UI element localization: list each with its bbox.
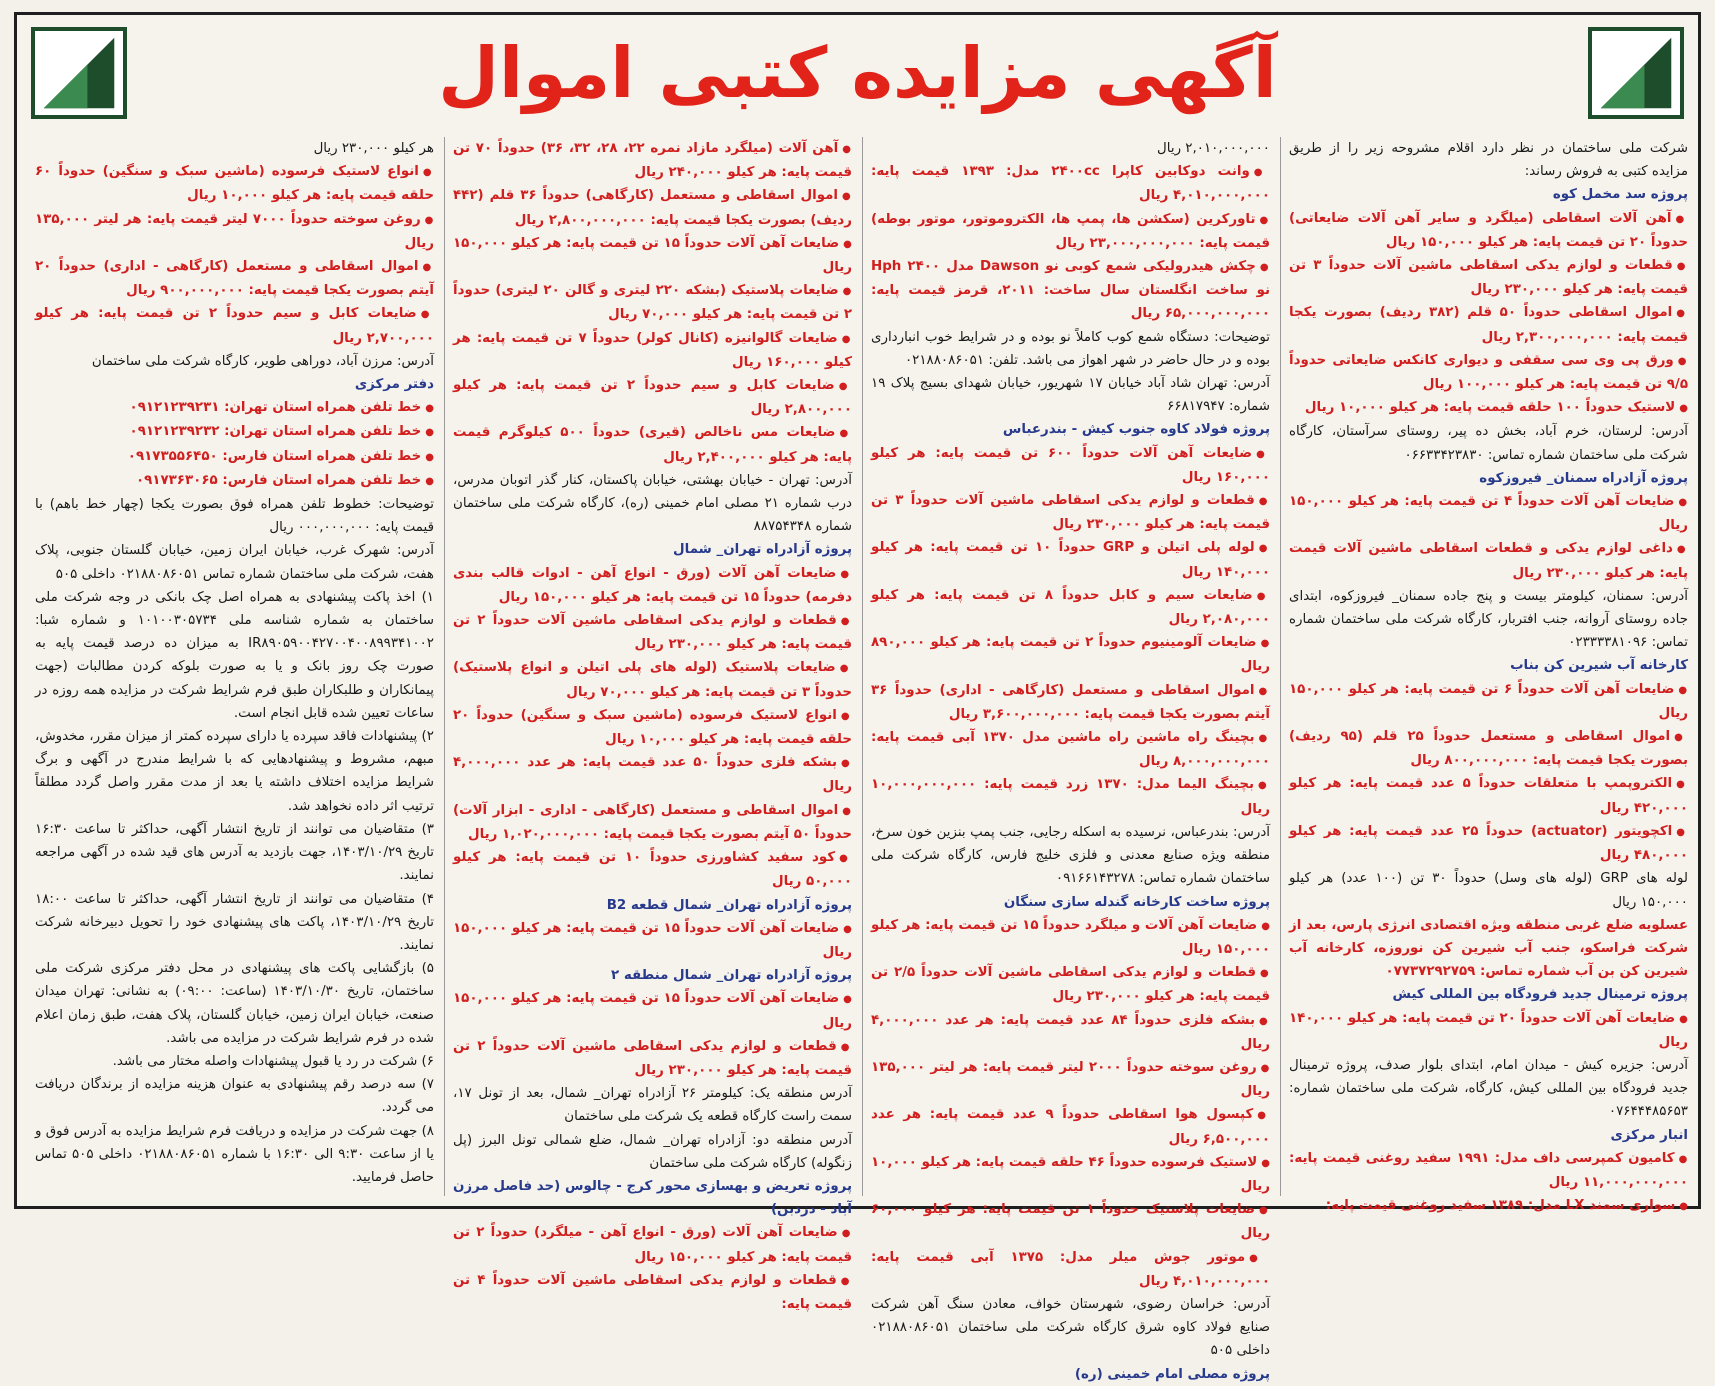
project-heading: انبار مرکزی	[1610, 1127, 1688, 1143]
auction-item: ● ضایعات آهن آلات (ورق - انواع آهن - ادوات قالب بندی دفرمه) حدوداً ۱۵ تن قیمت پایه: هر کیلو ۱۵۰,۰۰۰ ریال	[453, 562, 852, 609]
auction-item: ● کپسول هوا اسقاطی حدوداً ۹ عدد قیمت پایه: هر عدد ۶,۵۰۰,۰۰۰ ریال	[871, 1103, 1270, 1150]
auction-item: ● آهن آلات (میلگرد مازاد نمره ۲۲، ۲۸، ۳۲، ۳۶) حدوداً ۷۰ تن قیمت پایه: هر کیلو ۲۴۰,۰۰۰ ریال	[453, 137, 852, 184]
advertisement-page	[14, 12, 1701, 1382]
auction-item: ● قطعات و لوازم یدکی اسقاطی ماشین آلات حدوداً ۲/۵ تن قیمت پایه: هر کیلو ۲۳۰,۰۰۰ ریال	[871, 961, 1270, 1008]
auction-item: ● ضایعات آهن آلات حدوداً ۱۵ تن قیمت پایه: هر کیلو ۱۵۰,۰۰۰ ریال	[453, 917, 852, 964]
auction-item: ● قطعات و لوازم یدکی اسقاطی ماشین آلات حدوداً ۴ تن قیمت پایه:	[453, 1269, 852, 1316]
body-text: ۸) جهت شرکت در مزایده و دریافت فرم شرایط مزایده به آدرس فوق و یا از ساعت ۹:۳۰ الی ۱۶:۳۰ با شماره ۰۲۱۸۸۰۸۶۰۵۱ داخلی ۵۰۵ تماس حاصل فرمایید.	[35, 1123, 434, 1185]
auction-item: ● ورق پی وی سی سقفی و دیواری کانکس ضایعاتی حدوداً ۹/۵ تن قیمت پایه: هر کیلو ۱۰۰,۰۰۰ ریال	[1289, 349, 1688, 396]
body-text: آدرس: تهران شاد آباد خیابان ۱۷ شهریور، خیابان شهدای بسیج پلاک ۱۹ شماره: ۶۶۸۱۷۹۴۷	[871, 376, 1270, 415]
body-text: ۵) بازگشایی پاکت های پیشنهادی در محل دفتر مرکزی شرکت ملی ساختمان، تاریخ ۱۴۰۳/۱۰/۳۰ (ساعت: ۰۹:۰۰) به نشانی: تهران میدان صنعت، خیابان ایران زمین، خیابان گلستان، پلاک هفت، طبق زمان اعلام شده در فرم شرایط شرکت در مزایده می باشد.	[35, 961, 434, 1046]
auction-item: ● اموال اسقاطی و مستعمل (کارگاهی - اداری) حدوداً ۲۰ آیتم بصورت یکجا قیمت پایه: ۹۰۰,۰۰۰,۰۰۰ ریال	[35, 255, 434, 302]
body-text: ۲) پیشنهادات فاقد سپرده یا دارای سپرده کمتر از میزان مقرر، مخدوش، مبهم، مشروط و پیشنهادهایی که با شرایط مندرج در آگهی و برگ شرایط مزایده اختلاف داشته یا بعد از مدت مقرر واصل گردد مطلقاً ترتیب اثر داده نخواهد شد.	[35, 729, 434, 814]
body-text: ۳) متقاضیان می توانند از تاریخ انتشار آگهی، حداکثر تا ساعت ۱۶:۳۰ تاریخ ۱۴۰۳/۱۰/۲۹، جهت بازدید به آدرس های قید شده در آگهی مراجعه نمایند.	[35, 821, 434, 884]
column-3	[444, 137, 852, 1312]
auction-item: ● بشکه فلزی حدوداً ۸۴ عدد قیمت پایه: هر عدد ۴,۰۰۰,۰۰۰ ریال	[871, 1009, 1270, 1056]
auction-item: ● خط تلفن همراه استان تهران: ۰۹۱۲۱۲۳۹۲۳۲	[35, 420, 434, 444]
auction-item: ● آهن آلات اسقاطی (میلگرد و سایر آهن آلات ضایعاتی) حدوداً ۲۰ تن قیمت پایه: هر کیلو ۱۵۰,۰۰۰ ریال	[1289, 207, 1688, 254]
body-text: ۱) اخذ پاکت پیشنهادی به همراه اصل چک بانکی در وجه شرکت ملی ساختمان به شماره شناسه ملی ۱۰۱۰۰۳۰۵۷۳۴ و شماره شبا: IR۸۹۰۵۹۰۰۴۲۷۰۰۴۰۰۸۹۹۳۴۱۰۰۲ به میزان ده درصد قیمت پایه به صورت چک روز بانک و یا به صورت بلوکه کردن مطالبات (جهت پیمانکاران و طلبکاران طبق فرم شرایط شرکت در مزایده همه روزه در ساعات تعیین شده قابل انجام است.	[35, 589, 434, 721]
auction-item: ● اکچویتور (actuator) حدوداً ۲۵ عدد قیمت پایه: هر کیلو ۴۸۰,۰۰۰ ریال	[1289, 820, 1688, 867]
body-text: آدرس: مرزن آباد، دوراهی طویر، کارگاه شرکت ملی ساختمان	[91, 353, 434, 369]
auction-item: ● انواع لاستیک فرسوده (ماشین سبک و سنگین) حدوداً ۲۰ حلقه قیمت پایه: هر کیلو ۱۰,۰۰۰ ریال	[453, 704, 852, 751]
project-heading: پروژه مصلی امام خمینی (ره)	[1074, 1366, 1270, 1382]
body-text: شرکت ملی ساختمان در نظر دارد اقلام مشروحه زیر را از طریق مزایده کتبی به فروش رساند:	[1289, 141, 1688, 180]
auction-item: ● ضایعات آهن آلات حدوداً ۴ تن قیمت پایه: هر کیلو ۱۵۰,۰۰۰ ریال	[1289, 490, 1688, 537]
project-heading: پروژه تعریض و بهسازی محور کرج - چالوس (حد فاصل مرزن آباد - دزدبن)	[453, 1178, 852, 1218]
auction-item: ● انواع لاستیک فرسوده (ماشین سبک و سنگین) حدوداً ۶۰ حلقه قیمت پایه: هر کیلو ۱۰,۰۰۰ ریال	[35, 160, 434, 207]
auction-item: ● قطعات و لوازم یدکی اسقاطی ماشین آلات حدوداً ۳ تن قیمت پایه: هر کیلو ۲۳۰,۰۰۰ ریال	[871, 489, 1270, 536]
auction-item: ● خط تلفن همراه استان تهران: ۰۹۱۲۱۲۳۹۲۳۱	[35, 396, 434, 420]
body-text: آدرس: لرستان، خرم آباد، بخش ده پیر، روستای سرآستان، کارگاه شرکت ملی ساختمان شماره تماس: ۰۶۶۳۳۴۲۳۸۳۰	[1289, 424, 1688, 463]
body-text: ۴) متقاضیان می توانند از تاریخ انتشار آگهی، حداکثر تا ساعت ۱۸:۰۰ تاریخ ۱۴۰۳/۱۰/۲۹، پاکت های پیشنهادی خود را تحویل دبیرخانه شرکت نمایند.	[35, 891, 434, 953]
auction-item: ● قطعات و لوازم یدکی اسقاطی ماشین آلات حدوداً ۲ تن قیمت پایه: هر کیلو ۲۳۰,۰۰۰ ریال	[453, 1035, 852, 1082]
body-text: آدرس: جزیره کیش - میدان امام، ابتدای بلوار صدف، پروژه ترمینال جدید فرودگاه بین المللی کیش، کارگاه، شرکت ملی ساختمان شماره: ۰۷۶۴۴۴۸۵۶۵۳	[1289, 1057, 1688, 1120]
auction-item: ● روغن سوخته حدوداً ۷۰۰۰ لیتر قیمت پایه: هر لیتر ۱۳۵,۰۰۰ ریال	[35, 208, 434, 255]
auction-item: ● وانت دوکابین کاپرا ۲۴۰۰cc مدل: ۱۳۹۳ قیمت پایه: ۴,۰۱۰,۰۰۰,۰۰۰ ریال	[871, 160, 1270, 207]
auction-item: ● داغی لوازم یدکی و قطعات اسقاطی ماشین آلات قیمت پایه: هر کیلو ۲۳۰,۰۰۰ ریال	[1289, 537, 1688, 584]
column-2	[862, 137, 1270, 1382]
auction-item: ● روغن سوخته حدوداً ۲۰۰۰ لیتر قیمت پایه: هر لیتر ۱۳۵,۰۰۰ ریال	[871, 1056, 1270, 1103]
auction-item: عسلویه ضلع غربی منطقه ویژه اقتصادی انرژی پارس، بعد از شرکت فراسکو، جنب آب شیرین کن نوروزه، کارخانه آب شیرین کن بن آب شماره تماس: ۰۷۷۳۷۲۹۲۷۵۹	[1289, 917, 1688, 980]
auction-item: ● اموال اسقاطی و مستعمل (کارگاهی - اداری - ابزار آلات) حدوداً ۵۰ آیتم بصورت یکجا قیمت پایه: ۱,۰۲۰,۰۰۰,۰۰۰ ریال	[453, 799, 852, 846]
project-heading: پروژه سد مخمل کوه	[1552, 187, 1688, 203]
project-heading: دفتر مرکزی	[354, 377, 434, 393]
auction-item: ● اموال اسقاطی و مستعمل (کارگاهی - اداری) حدوداً ۳۶ آیتم بصورت یکجا قیمت پایه: ۳,۶۰۰,۰۰۰,۰۰۰ ریال	[871, 679, 1270, 726]
auction-item: ● موتور جوش میلر مدل: ۱۳۷۵ آبی قیمت پایه: ۴,۰۱۰,۰۰۰,۰۰۰ ریال	[871, 1246, 1270, 1293]
project-heading: پروژه ترمینال جدید فرودگاه بین المللی کیش	[1392, 987, 1688, 1003]
logo-icon	[1592, 31, 1680, 115]
auction-item: ● ضایعات مس ناخالص (قیری) حدوداً ۵۰۰ کیلوگرم قیمت پایه: هر کیلو ۲,۴۰۰,۰۰۰ ریال	[453, 421, 852, 468]
body-text: آدرس منطقه یک: کیلومتر ۲۶ آزادراه تهران_ شمال، بعد از تونل ۱۷، سمت راست کارگاه قطعه یک شرکت ملی ساختمان	[453, 1086, 852, 1125]
auction-item: ● ضایعات پلاستیک حدوداً ۱ تن قیمت پایه: هر کیلو ۶۰,۰۰۰ ریال	[871, 1198, 1270, 1245]
auction-item: ● بچینگ راه ماشین راه ماشین مدل ۱۳۷۰ آبی قیمت پایه: ۸,۰۰۰,۰۰۰,۰۰۰ ریال	[871, 726, 1270, 773]
page-title: آگهی مزایده کتبی اموال	[438, 32, 1277, 114]
auction-item: ● اموال اسقاطی و مستعمل حدوداً ۲۵ قلم (۹۵ ردیف) بصورت یکجا قیمت پایه: ۸۰۰,۰۰۰,۰۰۰ ریال	[1289, 725, 1688, 772]
project-heading: پروژه آزادراه تهران_ شمال	[673, 542, 852, 558]
body-text: آدرس منطقه دو: آزادراه تهران_ شمال، ضلع شمالی تونل البرز (پل زنگوله) کارگاه شرکت ملی ساختمان	[453, 1132, 852, 1171]
auction-item: ● ضایعات آهن آلات حدوداً ۲۰ تن قیمت پایه: هر کیلو ۱۴۰,۰۰۰ ریال	[1289, 1007, 1688, 1054]
auction-item: ● ضایعات کابل و سیم حدوداً ۲ تن قیمت پایه: هر کیلو ۲,۸۰۰,۰۰۰ ریال	[453, 374, 852, 421]
project-heading: پروژه آزادراه تهران_ شمال منطقه ۲	[610, 968, 852, 984]
body-text: ۲,۰۱۰,۰۰۰,۰۰۰ ریال	[1157, 141, 1270, 156]
auction-item: ● بشکه فلزی حدوداً ۵۰ عدد قیمت پایه: هر عدد ۴,۰۰۰,۰۰۰ ریال	[453, 751, 852, 798]
body-text: ۷) سه درصد رقم پیشنهادی به عنوان هزینه مزایده از برندگان دریافت می گردد.	[35, 1077, 434, 1116]
columns	[27, 137, 1688, 1382]
auction-item: ● ضایعات آهن آلات حدوداً ۶ تن قیمت پایه: هر کیلو ۱۵۰,۰۰۰ ریال	[1289, 678, 1688, 725]
auction-item: ● لاستیک حدوداً ۱۰۰ حلقه قیمت پایه: هر کیلو ۱۰,۰۰۰ ریال	[1289, 396, 1688, 420]
header	[17, 15, 1698, 133]
auction-item: ● لاستیک فرسوده حدوداً ۴۶ حلقه قیمت پایه: هر کیلو ۱۰,۰۰۰ ریال	[871, 1151, 1270, 1198]
auction-item: ● خط تلفن همراه استان فارس: ۰۹۱۷۳۵۵۶۴۵۰	[35, 445, 434, 469]
auction-item: ● تاورکرین (سکشن ها، پمپ ها، الکتروموتور، موتور بوطه) قیمت پایه: ۲۳,۰۰۰,۰۰۰,۰۰۰ ریال	[871, 208, 1270, 255]
column-1	[1280, 137, 1688, 1214]
body-text: هر کیلو ۲۳۰,۰۰۰ ریال	[313, 141, 434, 156]
auction-item: ● قطعات و لوازم یدکی اسقاطی ماشین آلات حدوداً ۳ تن قیمت پایه: هر کیلو ۲۳۰,۰۰۰ ریال	[1289, 254, 1688, 301]
auction-item: ● کامیون کمپرسی داف مدل: ۱۹۹۱ سفید روغنی قیمت پایه: ۱۱,۰۰۰,۰۰۰,۰۰۰ ریال	[1289, 1147, 1688, 1194]
auction-item: ● ضایعات آلومینیوم حدوداً ۲ تن قیمت پایه: هر کیلو ۸۹۰,۰۰۰ ریال	[871, 631, 1270, 678]
auction-item: ● الکتروپمپ با متعلقات حدوداً ۵ عدد قیمت پایه: هر کیلو ۴۲۰,۰۰۰ ریال	[1289, 772, 1688, 819]
body-text: توضیحات: دستگاه شمع کوب کاملاً نو بوده و در شرایط خوب انبارداری بوده و در حال حاضر در شهر اهواز می باشد. تلفن: ۰۲۱۸۸۰۸۶۰۵۱	[871, 329, 1270, 368]
body-text: لوله های GRP (لوله های وسل) حدوداً ۳۰ تن (۱۰۰ عدد) هر کیلو ۱۵۰,۰۰۰ ریال	[1289, 871, 1688, 910]
auction-item: ● ضایعات آهن آلات حدوداً ۱۵ تن قیمت پایه: هر کیلو ۱۵۰,۰۰۰ ریال	[453, 232, 852, 279]
auction-item: ● قطعات و لوازم یدکی اسقاطی ماشین آلات حدوداً ۲ تن قیمت پایه: هر کیلو ۲۳۰,۰۰۰ ریال	[453, 609, 852, 656]
auction-item: ● ضایعات کابل و سیم حدوداً ۲ تن قیمت پایه: هر کیلو ۲,۷۰۰,۰۰۰ ریال	[35, 302, 434, 349]
project-heading: پروژه ساخت کارخانه گندله سازی سنگان	[1003, 894, 1270, 910]
auction-item: ● ضایعات آهن آلات (ورق - انواع آهن - میلگرد) حدوداً ۲ تن قیمت پایه: هر کیلو ۱۵۰,۰۰۰ ریال	[453, 1221, 852, 1268]
body-text: توضیحات: خطوط تلفن همراه فوق بصورت یکجا (چهار خط باهم) با قیمت پایه: ۰۰۰,۰۰۰,۰۰۰ ریال	[35, 497, 434, 536]
auction-item: ● بچینگ الیما مدل: ۱۳۷۰ زرد قیمت پایه: ۱۰,۰۰۰,۰۰۰,۰۰۰ ریال	[871, 773, 1270, 820]
company-logo-left	[31, 27, 127, 119]
auction-item: ● ضایعات پلاستیک (لوله های پلی اتیلن و انواع پلاستیک) حدوداً ۳ تن قیمت پایه: هر کیلو ۷۰,۰۰۰ ریال	[453, 656, 852, 703]
auction-item: ● لوله پلی اتیلن و GRP حدوداً ۱۰ تن قیمت پایه: هر کیلو ۱۴۰,۰۰۰ ریال	[871, 536, 1270, 583]
auction-item: ● ضایعات آهن آلات و میلگرد حدوداً ۱۵ تن قیمت پایه: هر کیلو ۱۵۰,۰۰۰ ریال	[871, 914, 1270, 961]
auction-item: ● ضایعات پلاستیک (بشکه ۲۲۰ لیتری و گالن ۲۰ لیتری) حدوداً ۲ تن قیمت پایه: هر کیلو ۷۰,۰۰۰ ریال	[453, 279, 852, 326]
auction-item: ● ضایعات گالوانیزه (کانال کولر) حدوداً ۷ تن قیمت پایه: هر کیلو ۱۶۰,۰۰۰ ریال	[453, 327, 852, 374]
project-heading: پروژه آزادراه سمنان_ فیروزکوه	[1479, 470, 1688, 486]
auction-item: ● سواری سمند LX مدل: ۱۳۸۹ سفید روغنی قیمت پایه:	[1289, 1194, 1688, 1218]
project-heading: پروژه آزادراه تهران_ شمال قطعه B2	[606, 897, 852, 913]
column-4	[27, 137, 434, 1196]
project-heading: پروژه فولاد کاوه جنوب کیش - بندرعباس	[1002, 422, 1270, 438]
auction-item: ● اموال اسقاطی و مستعمل (کارگاهی) حدوداً ۳۶ قلم (۴۴۲ ردیف) بصورت یکجا قیمت پایه: ۲,۸۰۰,۰۰۰,۰۰۰ ریال	[453, 184, 852, 231]
body-text: آدرس: خراسان رضوی، شهرستان خواف، معادن سنگ آهن شرکت صنایع فولاد کاوه شرق کارگاه شرکت ملی ساختمان ۰۲۱۸۸۰۸۶۰۵۱ داخلی ۵۰۵	[871, 1296, 1270, 1359]
auction-item: ● ضایعات آهن آلات حدوداً ۶۰۰ تن قیمت پایه: هر کیلو ۱۶۰,۰۰۰ ریال	[871, 442, 1270, 489]
body-text: آدرس: سمنان، کیلومتر بیست و پنج جاده سمنان_ فیروزکوه، ابتدای جاده روستای آروانه، جنب افتربار، کارگاه شرکت ملی ساختمان شماره تماس: ۰۲۳۳۳۳۸۱۰۹۶	[1289, 588, 1688, 651]
auction-item: ● خط تلفن همراه استان فارس: ۰۹۱۷۳۶۳۰۶۵	[35, 469, 434, 493]
auction-item: ● اموال اسقاطی حدوداً ۵۰ قلم (۳۸۲ ردیف) بصورت یکجا قیمت پایه: ۲,۳۰۰,۰۰۰,۰۰۰ ریال	[1289, 301, 1688, 348]
body-text: آدرس: شهرک غرب، خیابان ایران زمین، خیابان گلستان جنوبی، پلاک هفت، شرکت ملی ساختمان شماره تماس ۰۲۱۸۸۰۸۶۰۵۱ داخلی ۵۰۵	[35, 543, 434, 582]
logo-icon	[35, 31, 123, 115]
body-text: ۶) شرکت در رد یا قبول پیشنهادات واصله مختار می باشد.	[112, 1053, 434, 1069]
auction-item: ● ضایعات آهن آلات حدوداً ۱۵ تن قیمت پایه: هر کیلو ۱۵۰,۰۰۰ ریال	[453, 987, 852, 1034]
project-heading: کارخانه آب شیرین کن بناب	[1510, 658, 1688, 674]
company-logo-right	[1588, 27, 1684, 119]
body-text: آدرس: تهران - خیابان بهشتی، خیابان پاکستان، کنار گذر اتوبان مدرس، درب شماره ۲۱ مصلی امام خمینی (ره)، کارگاه شرکت ملی ساختمان شماره ۸۸۷۵۴۳۴۸	[453, 472, 852, 535]
auction-item: ● چکش هیدرولیکی شمع کوبی نو Dawson مدل Hph ۲۴۰۰ نو ساخت انگلستان سال ساخت: ۲۰۱۱، قرمز قیمت پایه: ۶۵,۰۰۰,۰۰۰,۰۰۰ ریال	[871, 255, 1270, 326]
auction-item: ● کود سفید کشاورزی حدوداً ۱۰ تن قیمت پایه: هر کیلو ۵۰,۰۰۰ ریال	[453, 846, 852, 893]
body-text: آدرس: بندرعباس، نرسیده به اسکله رجایی، جنب پمپ بنزین خون سرخ، منطقه ویژه صنایع معدنی و فلزی خلیج فارس، کارگاه شرکت ملی ساختمان شماره تماس: ۰۹۱۶۶۱۴۳۲۷۸	[871, 824, 1270, 887]
auction-item: ● ضایعات سیم و کابل حدوداً ۸ تن قیمت پایه: هر کیلو ۲,۰۸۰,۰۰۰ ریال	[871, 584, 1270, 631]
